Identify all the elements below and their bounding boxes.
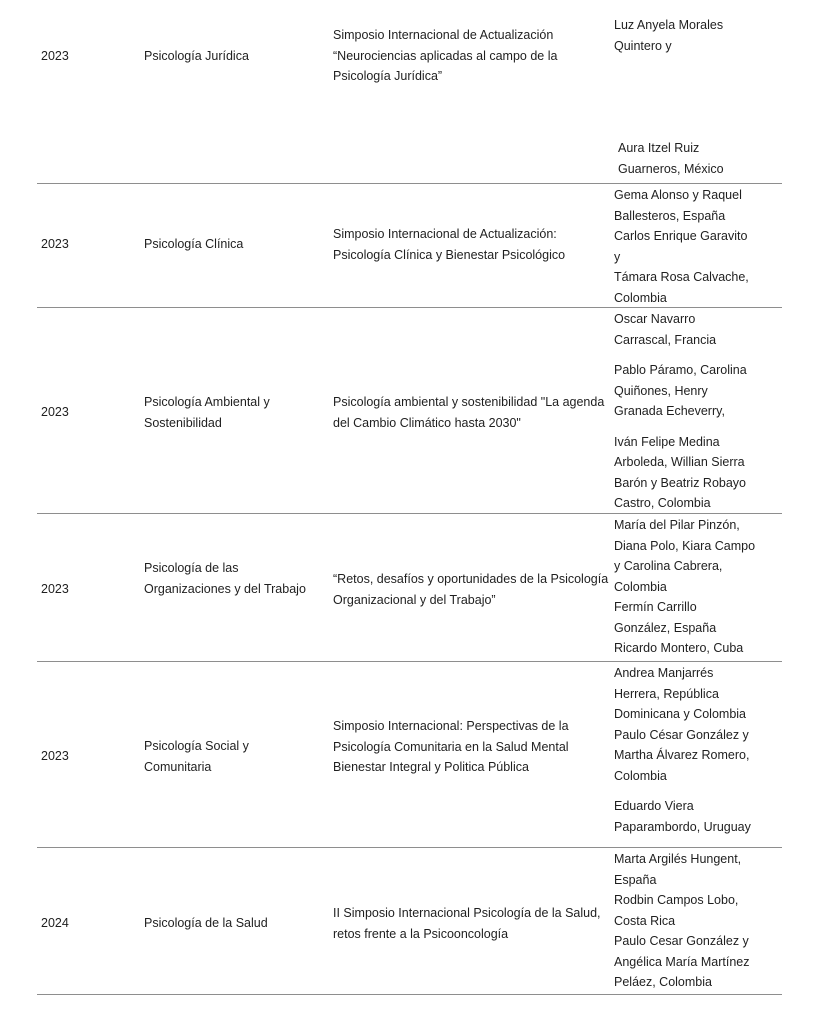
table-row [37, 308, 782, 514]
speakers-cell [614, 185, 784, 308]
speaker-entry: Oscar Navarro Carrascal, Francia [614, 312, 717, 347]
speaker-entry: Eduardo Viera Paparambordo, Uruguay [614, 799, 751, 834]
speaker-entry: Fermín Carrillo González, España [614, 600, 717, 635]
title-cell: Simposio Internacional de Actualización “Neurociencias aplicadas al campo de la Psicología Jurídica” [333, 28, 558, 83]
title-cell: Psicología ambiental y sostenibilidad "La agenda del Cambio Climático hasta 2030" [333, 395, 605, 430]
area-cell: Psicología de las Organizaciones y del Trabajo [144, 561, 306, 596]
speaker-entry: Andrea Manjarrés Herrera, República Dominicana y Colombia [614, 666, 747, 721]
speaker-entry: Pablo Páramo, Carolina Quiñones, Henry Granada Echeverry, [614, 363, 747, 418]
area-cell: Psicología Clínica [144, 237, 244, 251]
table-row [37, 662, 782, 848]
speaker-entry: Paulo Cesar González y Angélica María Martínez Peláez, Colombia [614, 934, 750, 989]
table-row [37, 0, 782, 184]
table-row [37, 514, 782, 662]
year-cell: 2023 [41, 49, 69, 63]
speaker-entry: Támara Rosa Calvache, Colombia [614, 270, 749, 305]
speaker-entry: María del Pilar Pinzón, Diana Polo, Kiara Campo y Carolina Cabrera, Colombia [614, 518, 756, 594]
speaker-entry: Ricardo Montero, Cuba [614, 641, 744, 655]
speakers-cell [614, 663, 784, 837]
year-cell: 2023 [41, 749, 69, 763]
area-cell: Psicología Jurídica [144, 49, 249, 63]
speakers-cell [614, 515, 784, 659]
area-cell: Psicología de la Salud [144, 916, 268, 930]
speakers-cell [614, 309, 784, 514]
symposium-table [37, 0, 782, 995]
area-cell: Psicología Social y Comunitaria [144, 739, 249, 774]
speaker-entry: Rodbin Campos Lobo, Costa Rica [614, 893, 739, 928]
title-cell: II Simposio Internacional Psicología de la Salud, retos frente a la Psicooncología [333, 906, 601, 941]
speakers-cell [614, 15, 784, 179]
speaker-entry: Aura Itzel Ruiz Guarneros, México [618, 141, 724, 176]
year-cell: 2023 [41, 237, 69, 251]
title-cell: “Retos, desafíos y oportunidades de la Psicología Organizacional y del Trabajo” [333, 572, 609, 607]
table-row [37, 184, 782, 308]
speaker-entry: Carlos Enrique Garavito y [614, 229, 748, 264]
year-cell: 2023 [41, 582, 69, 596]
title-cell: Simposio Internacional de Actualización: Psicología Clínica y Bienestar Psicológico [333, 227, 566, 262]
table-row [37, 848, 782, 995]
speakers-cell [614, 849, 784, 993]
area-cell: Psicología Ambiental y Sostenibilidad [144, 395, 270, 430]
speaker-entry: Luz Anyela Morales Quintero y [614, 18, 724, 53]
speaker-entry: Paulo César González y Martha Álvarez Romero, Colombia [614, 727, 750, 783]
title-cell: Simposio Internacional: Perspectivas de la Psicología Comunitaria en la Salud Mental Bienestar Integral y Politica Pública [333, 719, 569, 774]
speaker-entry: Gema Alonso y Raquel Ballesteros, España [614, 188, 742, 223]
speaker-entry: Marta Argilés Hungent, España [614, 852, 742, 887]
year-cell: 2024 [41, 916, 69, 930]
speaker-entry: Iván Felipe Medina Arboleda, Willian Sierra Barón y Beatriz Robayo Castro, Colombia [614, 434, 747, 510]
year-cell: 2023 [41, 405, 69, 419]
